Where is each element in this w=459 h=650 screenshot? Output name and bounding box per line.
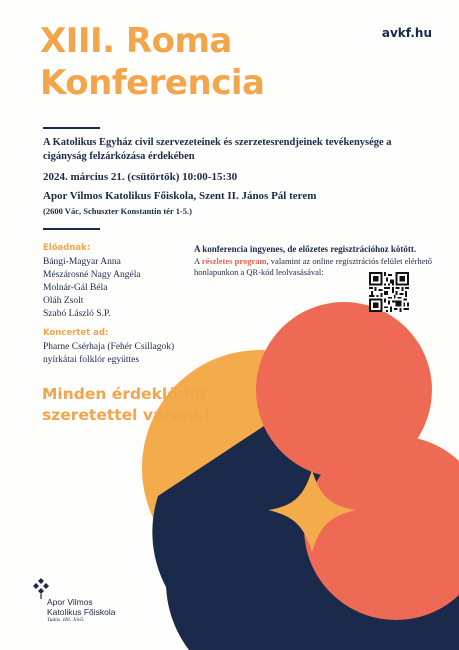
- college-name: [47, 597, 116, 617]
- program-link[interactable]: részletes program: [201, 256, 267, 266]
- speaker-item: Molnár-Gál Béla: [43, 283, 108, 293]
- divider-top: [43, 127, 100, 129]
- speaker-item: Bángi-Magyar Anna: [43, 257, 121, 267]
- speakers-heading: Előadnak:: [43, 243, 91, 253]
- welcome-line-1: Minden érdeklődőt: [42, 385, 207, 403]
- welcome-line-2: szeretettel várunk!: [42, 406, 211, 424]
- speaker-item: Oláh Zsolt: [43, 296, 84, 306]
- registration-text-start: A: [194, 256, 200, 266]
- website-link[interactable]: avkf.hu: [381, 26, 432, 40]
- speaker-item: Szabó László S.P.: [43, 309, 111, 319]
- conference-title: [40, 20, 264, 104]
- event-description: A Katolikus Egyház civil szervezeteinek és szerzetesrendjeinek tevékenysége a cigányság felzárkózása érdekében: [43, 137, 392, 162]
- qr-code[interactable]: [369, 272, 409, 312]
- concert-info: [43, 341, 174, 367]
- title-line-1: XIII. Roma: [40, 21, 232, 61]
- title-line-2: Konferencia: [40, 63, 265, 103]
- concert-ensemble: nyírkátai folklór együttes: [43, 355, 140, 365]
- college-tagline: Tudás. Hit. Jövő.: [47, 617, 85, 623]
- event-venue: Apor Vilmos Katolikus Főiskola, Szent II. János Pál terem: [43, 190, 317, 202]
- college-name-line-2: Katolikus Főiskola: [47, 607, 116, 617]
- event-address: (2600 Vác, Schuszter Konstantin tér 1-5.): [43, 206, 192, 216]
- event-date-time: 2024. március 21. (csütörtök) 10:00-15:30: [43, 171, 238, 183]
- college-name-line-1: Apor Vilmos: [47, 597, 93, 607]
- welcome-message: [42, 384, 211, 426]
- registration-text-end: , valamint az online regisztrációs felület elérhető honlapunkon a QR-kód leolvasásával:: [194, 256, 432, 277]
- concert-heading: Koncertet ad:: [43, 328, 109, 338]
- speakers-list: [43, 256, 141, 321]
- registration-title: A konferencia ingyenes, de előzetes regisztrációhoz kötött.: [194, 244, 417, 254]
- concert-performer: Pharne Csérhaja (Fehér Csillagok): [43, 342, 175, 352]
- speaker-item: Mészárosné Nagy Angéla: [43, 270, 141, 280]
- divider-middle: [43, 228, 100, 230]
